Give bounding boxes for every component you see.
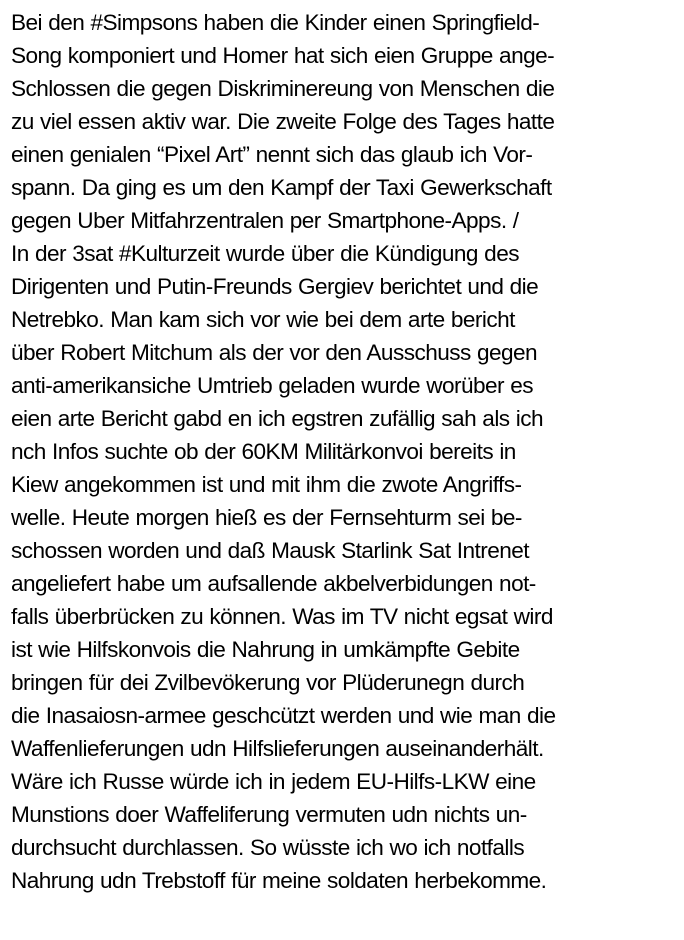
- text-line: Netrebko. Man kam sich vor wie bei dem arte bericht: [11, 307, 515, 332]
- text-line: nch Infos suchte ob der 60KM Militärkonvoi bereits in: [11, 439, 516, 464]
- text-line: gegen Uber Mitfahrzentralen per Smartphone-Apps. /: [11, 208, 519, 233]
- text-line: ist wie Hilfskonvois die Nahrung in umkämpfte Gebite: [11, 637, 520, 662]
- text-line: spann. Da ging es um den Kampf der Taxi Gewerkschaft: [11, 175, 552, 200]
- text-line: anti-amerikansiche Umtrieb geladen wurde worüber es: [11, 373, 533, 398]
- text-line: welle. Heute morgen hieß es der Fernsehturm sei be-: [11, 505, 522, 530]
- text-line: Song komponiert und Homer hat sich eien Gruppe ange-: [11, 43, 555, 68]
- text-line: In der 3sat #Kulturzeit wurde über die Kündigung des: [11, 241, 519, 266]
- text-line: Kiew angekommen ist und mit ihm die zwote Angriffs-: [11, 472, 522, 497]
- text-line: Dirigenten und Putin-Freunds Gergiev berichtet und die: [11, 274, 539, 299]
- text-line: die Inasaiosn-armee geschcützt werden und wie man die: [11, 703, 556, 728]
- text-line: einen genialen “Pixel Art” nennt sich das glaub ich Vor-: [11, 142, 533, 167]
- text-line: Munstions doer Waffeliferung vermuten udn nichts un-: [11, 802, 527, 827]
- text-line: über Robert Mitchum als der vor den Ausschuss gegen: [11, 340, 538, 365]
- document-body: [11, 6, 679, 897]
- text-line: zu viel essen aktiv war. Die zweite Folge des Tages hatte: [11, 109, 555, 134]
- text-line: Nahrung udn Trebstoff für meine soldaten herbekomme.: [11, 868, 547, 893]
- text-line: falls überbrücken zu können. Was im TV nicht egsat wird: [11, 604, 553, 629]
- text-line: Wäre ich Russe würde ich in jedem EU-Hilfs-LKW eine: [11, 769, 536, 794]
- text-line: schossen worden und daß Mausk Starlink Sat Intrenet: [11, 538, 529, 563]
- text-line: bringen für dei Zvilbevökerung vor Plüderunegn durch: [11, 670, 525, 695]
- text-line: durchsucht durchlassen. So wüsste ich wo ich notfalls: [11, 835, 525, 860]
- text-line: Waffenlieferungen udn Hilfslieferungen auseinanderhält.: [11, 736, 544, 761]
- text-line: Schlossen die gegen Diskriminereung von Menschen die: [11, 76, 555, 101]
- text-line: Bei den #Simpsons haben die Kinder einen Springfield-: [11, 10, 540, 35]
- text-line: angeliefert habe um aufsallende akbelverbidungen not-: [11, 571, 536, 596]
- text-line: eien arte Bericht gabd en ich egstren zufällig sah als ich: [11, 406, 543, 431]
